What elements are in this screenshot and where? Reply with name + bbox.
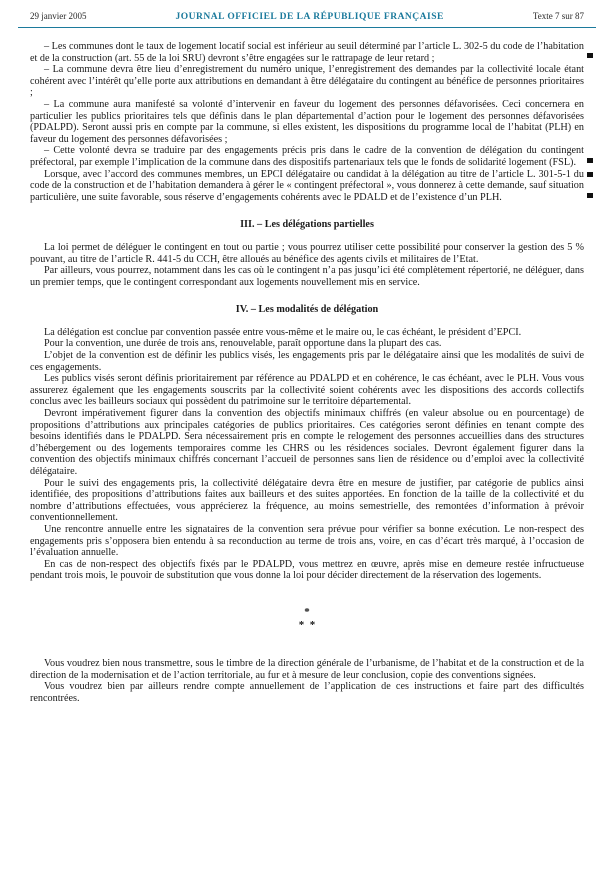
stars-line-1: * xyxy=(304,605,310,618)
paragraph: Vous voudrez bien nous transmettre, sous le timbre de la direction générale de l’urbanisme, de l’habitat et de la construction et de la direction de la modernisation et de l’action territoriale, au fur et à mesure de leur conclusion, copie des conventions signées. xyxy=(30,657,584,681)
paragraph: Lorsque, avec l’accord des communes membres, un EPCI délégataire ou candidat à la délégation au titre de l’article L. 301-5-1 du code de la construction et de l’habitation demandera à gérer le « contingent préfectoral », vous donnerez à cette demande, sauf situation particulière, une suite favorable, sous réserve d’engagements cohérents avec le PDALD et de l’existence d’un PLH. xyxy=(30,168,584,203)
paragraph: Une rencontre annuelle entre les signataires de la convention sera prévue pour vérifier sa bonne exécution. Le non-respect des engagements pris s’opposera bien entendu à sa reconduction au terme de trois ans, voire, en cas d’écart très marqué, à l’occasion de l’évaluation annuelle. xyxy=(30,523,584,559)
document-body xyxy=(0,28,614,716)
section-heading-iv: IV. – Les modalités de délégation xyxy=(235,304,379,316)
paragraph: Devront impérativement figurer dans la convention des objectifs minimaux chiffrés (en valeur absolue ou en pourcentage) de propositions d’attributions aux principales catégories de publics prioritaires. Ces catégories seront définies en tenant compte des besoins identifiés dans le PDALPD. Sera nécessairement pris en compte le relogement des personnes accueillies dans des structures d’hébergement ou des logements temporaires comme les CHRS ou les résidences sociales. Devront également figurer dans la convention des objectifs minimaux chiffrés concernant l’accueil de personnes sans lien de résidence ou d’emploi avec la collectivité délégataire. xyxy=(30,408,584,477)
section-heading-iii: III. – Les délégations partielles xyxy=(240,219,374,231)
stars-line-2: * * xyxy=(298,618,316,631)
page-header xyxy=(0,0,614,22)
paragraph: Par ailleurs, vous pourrez, notamment dans les cas où le contingent n’a pas jusqu’ici été complètement répertorié, ne déléguer, dans un premier temps, que le contingent correspondant aux logements nouvellement mis en service. xyxy=(30,265,584,288)
bullet-paragraph: – La commune aura manifesté sa volonté d’intervenir en faveur du logement des personnes défavorisées. Ceci concernera en particulier les publics prioritaires tels que définis dans le plan départemental d’action pour le logement des personnes défavorisées (PDALPD). Seront aussi pris en compte par la commune, si elles existent, les dispositions du programme local de l’habitat (PLH) en faveur du logement des personnes défavorisées ; xyxy=(30,98,584,145)
header-text-number: Texte 7 sur 87 xyxy=(532,11,584,21)
paragraph: Vous voudrez bien par ailleurs rendre compte annuellement de l’application de ces instructions et faire part des difficultés rencontrées. xyxy=(30,681,584,704)
margin-mark xyxy=(587,158,593,163)
stars-separator xyxy=(30,606,584,632)
margin-mark xyxy=(587,193,593,198)
paragraph: Pour la convention, une durée de trois ans, renouvelable, paraît opportune dans la plupart des cas. xyxy=(44,338,442,350)
bullet-paragraph: – La commune devra être lieu d’enregistrement du numéro unique, l’enregistrement des demandes par la collectivité locale étant cohérent avec l’intérêt qu’elle porte aux attributions en demandant à être délégataire du contingent au bénéfice de personnes prioritaires ; xyxy=(30,64,584,99)
margin-mark xyxy=(587,53,593,58)
paragraph: En cas de non-respect des objectifs fixés par le PDALPD, vous mettrez en œuvre, après mise en demeure restée infructueuse pendant trois mois, le pouvoir de substitution que vous donne la loi pour décider directement de la réservation des logements. xyxy=(30,558,584,582)
paragraph: Les publics visés seront définis prioritairement par référence au PDALPD et en cohérence, le cas échéant, avec le PLH. Vous vous assurerez également que les engagements souscrits par la collectivité soient cohérents avec les dispositions des accords collectifs conclus avec les bailleurs sociaux qui possèdent du patrimoine sur le territoire départemental. xyxy=(30,373,584,408)
paragraph: La délégation est conclue par convention passée entre vous-même et le maire ou, le cas échéant, le président d’EPCI. xyxy=(44,326,522,338)
journal-title: JOURNAL OFFICIEL DE LA RÉPUBLIQUE FRANÇAISE xyxy=(175,12,444,22)
header-date: 29 janvier 2005 xyxy=(30,11,87,21)
bullet-paragraph: – Les communes dont le taux de logement locatif social est inférieur au seuil déterminé par l’article L. 302-5 du code de l’habitation et de la construction (art. 55 de la loi SRU) devront s’être engagées sur le rattrapage de leur retard ; xyxy=(30,41,584,64)
margin-mark xyxy=(587,172,593,177)
paragraph: La loi permet de déléguer le contingent en tout ou partie ; vous pourrez utiliser cette possibilité pour conserver la gestion des 5 % pouvant, au titre de l’article R. 441-5 du CCH, être alloués au bénéfice des agents civils et militaires de l’Etat. xyxy=(30,241,584,265)
paragraph: Pour le suivi des engagements pris, la collectivité délégataire devra être en mesure de justifier, par catégorie de publics ainsi identifiée, des propositions d’attributions faites aux bailleurs et des suites apportées. En fonction de la taille de la collectivité et du nombre d’attributions effectuées, vous apprécierez la fréquence, au moins semestrielle, des remontées d’information à prévoir conventionnellement. xyxy=(30,477,584,524)
paragraph: L’objet de la convention est de définir les publics visés, les engagements pris par le délégataire ainsi que les modalités de suivi de ces engagements. xyxy=(30,350,584,373)
bullet-paragraph: – Cette volonté devra se traduire par des engagements précis pris dans le cadre de la convention de délégation du contingent préfectoral, par exemple l’implication de la commune dans des dispositifs partenariaux tels que le fonds de solidarité logement (FSL). xyxy=(30,145,584,168)
